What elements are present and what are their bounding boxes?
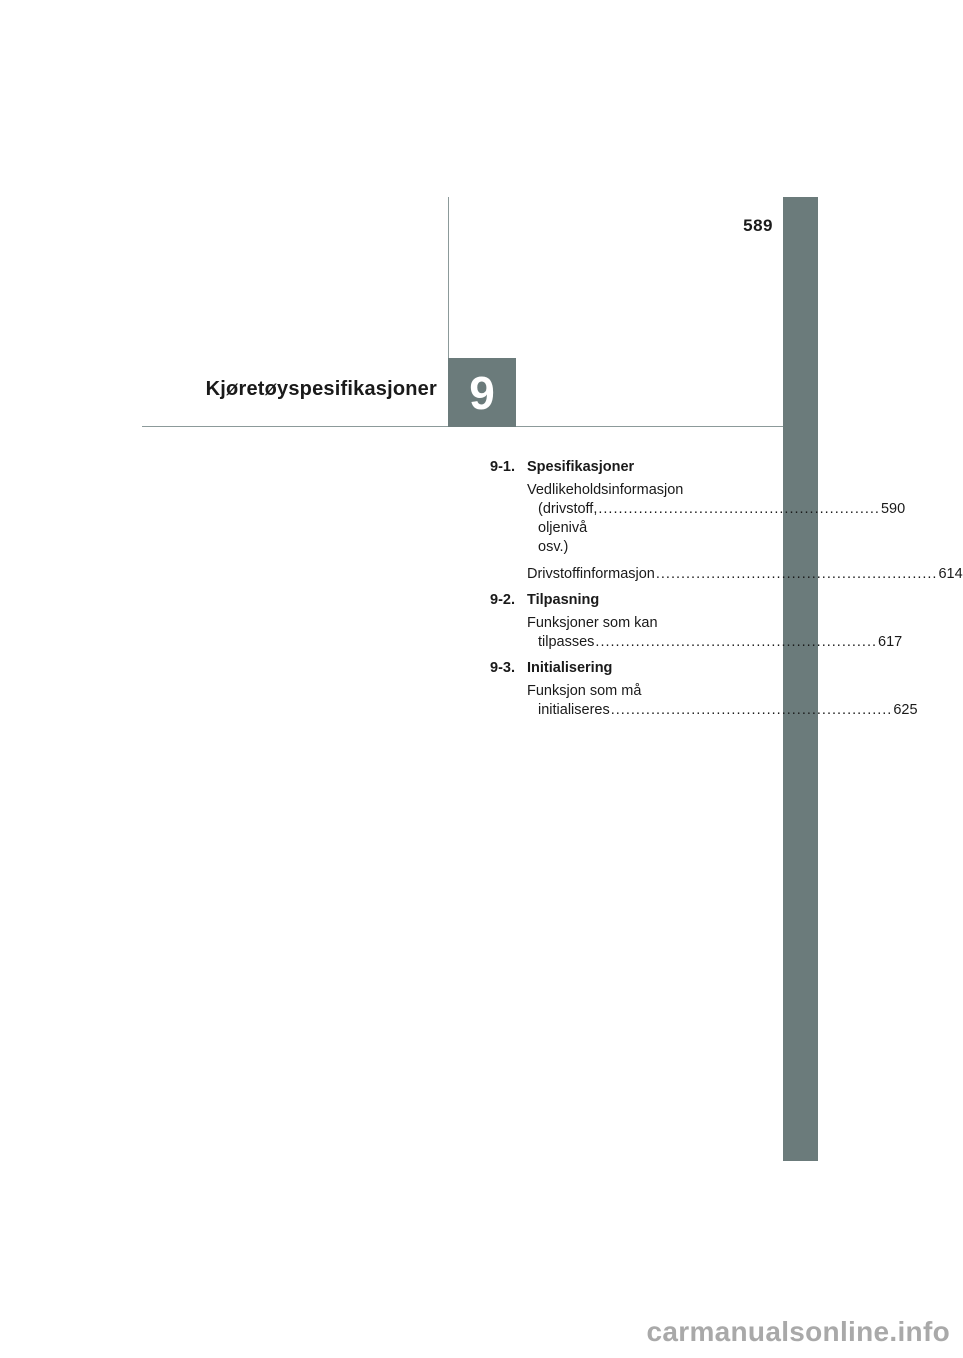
entry-title-line1: Funksjon som må (527, 683, 642, 699)
entry-page: 617 (878, 634, 903, 650)
entry-page: 590 (880, 501, 906, 517)
chapter-number-box (448, 358, 516, 427)
page-number: 589 (743, 216, 773, 235)
chapter-side-tab (783, 197, 818, 1161)
toc-entry[interactable] (490, 565, 963, 584)
toc-section[interactable] (490, 660, 740, 682)
section-title: Spesifikasjoner (527, 459, 635, 475)
watermark: carmanualsonline.info (646, 1316, 950, 1347)
table-of-contents (490, 459, 963, 728)
toc-entry[interactable] (490, 682, 918, 720)
chapter-number: 9 (469, 366, 495, 419)
entry-title: Drivstoffinformasjon (527, 566, 655, 582)
dot-leader: ........................................................ (598, 501, 880, 517)
toc-section[interactable] (490, 459, 740, 481)
section-number: 9-1. (490, 459, 515, 475)
entry-title-line2: tilpasses (538, 634, 595, 650)
dot-leader: ........................................................ (655, 566, 938, 582)
dot-leader: ........................................................ (610, 702, 893, 718)
entry-page: 614 (938, 566, 963, 582)
dot-leader: ........................................................ (595, 634, 878, 650)
section-title: Initialisering (527, 660, 613, 676)
chapter-title: Kjøretøyspesifikasjoner (205, 378, 437, 400)
section-title: Tilpasning (527, 592, 600, 608)
section-number: 9-3. (490, 660, 515, 676)
entry-title-line2: initialiseres (538, 702, 610, 718)
entry-page: 625 (893, 702, 918, 718)
entry-title-line2: (drivstoff, oljenivå osv.) (538, 501, 598, 555)
toc-entry[interactable] (490, 614, 903, 652)
section-number: 9-2. (490, 592, 515, 608)
toc-entry[interactable] (490, 481, 906, 557)
entry-title-line1: Funksjoner som kan (527, 615, 658, 631)
toc-section[interactable] (490, 592, 740, 614)
entry-title-line1: Vedlikeholdsinformasjon (527, 482, 684, 498)
vertical-rule (448, 197, 449, 359)
